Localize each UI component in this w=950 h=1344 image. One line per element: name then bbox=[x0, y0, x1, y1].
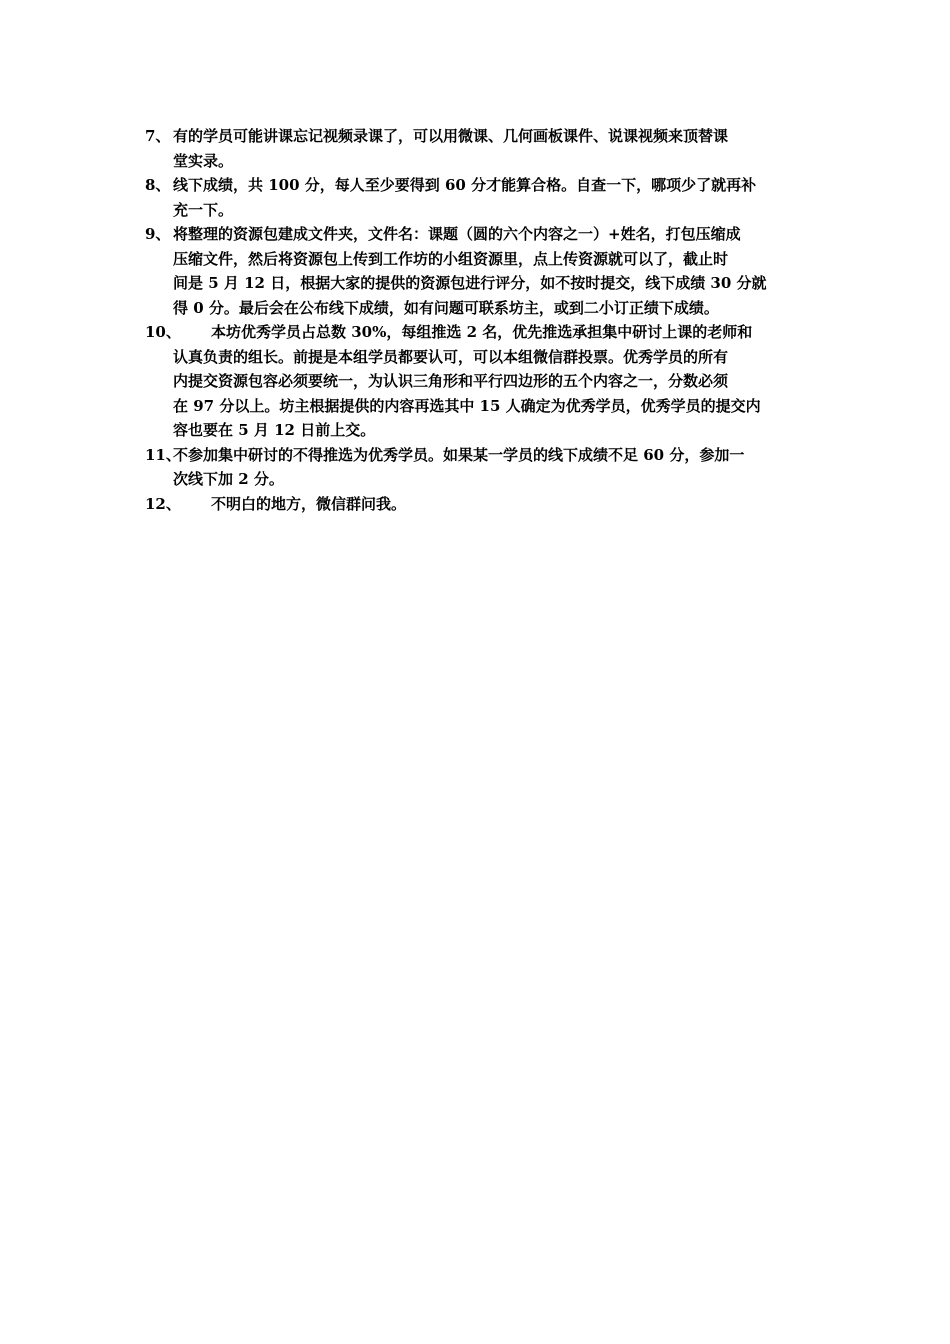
list-item-9 bbox=[145, 222, 807, 320]
text-line: 间是 5 月 12 日，根据大家的提供的资源包进行评分，如不按时提交，线下成绩 30 分就 bbox=[173, 274, 767, 292]
text-line: 有的学员可能讲课忘记视频录课了，可以用微课、几何画板课件、说课视频来顶替课 bbox=[173, 127, 729, 145]
list-item-8 bbox=[145, 173, 807, 222]
item-text bbox=[173, 173, 807, 222]
text-line: 不参加集中研讨的不得推选为优秀学员。如果某一学员的线下成绩不足 60 分，参加一 bbox=[173, 445, 745, 464]
item-text bbox=[173, 320, 807, 443]
item-number: 7、 bbox=[145, 127, 171, 145]
text-line: 线下成绩，共 100 分，每人至少要得到 60 分才能算合格。自查一下，哪项少了就再补 bbox=[173, 176, 757, 194]
text-line: 压缩文件，然后将资源包上传到工作坊的小组资源里，点上传资源就可以了，截止时 bbox=[173, 249, 729, 268]
text-line: 得 0 分。最后会在公布线下成绩，如有问题可联系坊主，或到二小订正绩下成绩。 bbox=[173, 298, 719, 317]
list-item-12 bbox=[145, 492, 807, 517]
item-number: 10、 bbox=[145, 323, 181, 341]
item-text bbox=[173, 222, 807, 320]
item-number: 9、 bbox=[145, 225, 171, 243]
text-line: 本坊优秀学员占总数 30%，每组推选 2 名，优先推选承担集中研讨上课的老师和 bbox=[211, 323, 753, 341]
list-item-7 bbox=[145, 124, 807, 173]
numbered-list bbox=[145, 124, 807, 516]
text-line: 次线下加 2 分。 bbox=[173, 470, 284, 488]
list-item-10 bbox=[145, 320, 807, 443]
text-line: 堂实录。 bbox=[173, 151, 234, 170]
item-text bbox=[173, 492, 807, 517]
list-item-11 bbox=[145, 443, 807, 492]
text-line: 将整理的资源包建成文件夹，文件名：课题（圆的六个内容之一）+姓名，打包压缩成 bbox=[173, 225, 741, 243]
item-text bbox=[173, 443, 807, 492]
text-line: 容也要在 5 月 12 日前上交。 bbox=[173, 421, 376, 439]
item-number: 12、 bbox=[145, 494, 181, 513]
text-line: 充一下。 bbox=[173, 200, 234, 219]
text-line: 不明白的地方，微信群问我。 bbox=[211, 494, 407, 513]
item-text bbox=[173, 124, 807, 173]
item-number: 8、 bbox=[145, 176, 171, 194]
text-line: 在 97 分以上。坊主根据提供的内容再选其中 15 人确定为优秀学员，优秀学员的提交内 bbox=[173, 396, 761, 415]
text-line: 内提交资源包容必须要统一，为认识三角形和平行四边形的五个内容之一，分数必须 bbox=[173, 372, 729, 390]
item-number: 11、 bbox=[145, 445, 181, 464]
text-line: 认真负责的组长。前提是本组学员都要认可，可以本组微信群投票。优秀学员的所有 bbox=[173, 347, 729, 366]
